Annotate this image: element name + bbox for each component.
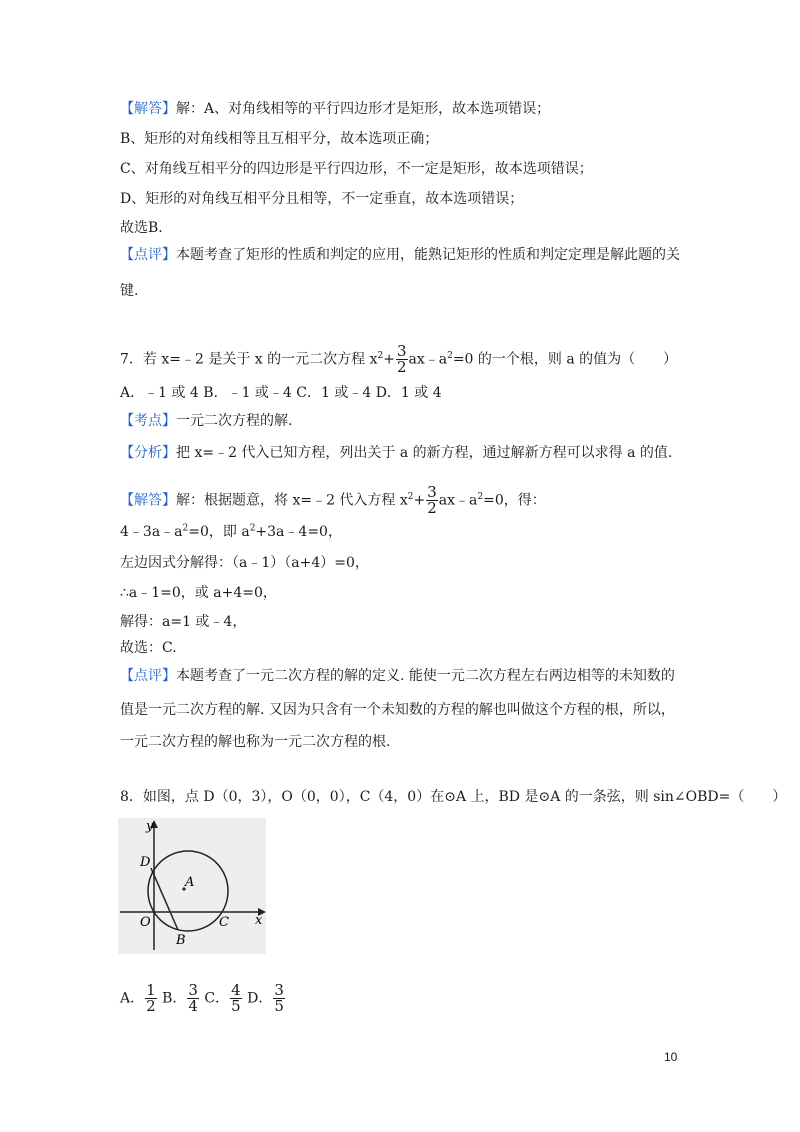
sol6-text: 解：A、对角线相等的平行四边形才是矩形，故本选项错误； <box>176 101 551 117</box>
option-d-label: D． <box>242 990 273 1007</box>
q7-point-text: 一元二次方程的解. <box>176 413 293 429</box>
sol6-comment-1 <box>120 245 680 265</box>
q7-exp: 2 <box>377 350 384 361</box>
q7-stem-c: =0 的一个根，则 a 的值为（ ） <box>452 351 678 368</box>
q7-answer-exp-a: 2 <box>477 491 484 502</box>
q7-answer-frac-den: 2 <box>427 499 437 517</box>
option-b-den: 4 <box>188 997 198 1015</box>
q7-step-1-exp2: 2 <box>249 523 256 534</box>
option-a-label: A． <box>120 990 145 1007</box>
q7-stem <box>120 344 677 375</box>
q7-answer-exp: 2 <box>407 491 414 502</box>
q7-step-1a: 4﹣3a﹣a <box>120 524 183 540</box>
comment-tag: 【点评】 <box>120 668 176 684</box>
label-D: D <box>140 855 151 870</box>
option-c-num: 4 <box>231 981 241 999</box>
q7-analysis-text: 把 x=﹣2 代入已知方程，列出关于 a 的新方程，通过解新方程可以求得 a 的值. <box>176 445 673 461</box>
sol6-line-2: B、矩形的对角线相等且互相平分，故本选项正确； <box>120 131 439 147</box>
analysis-tag: 【分析】 <box>120 445 176 461</box>
sol6-comment-text: 本题考查了矩形的性质和判定的应用，能熟记矩形的性质和判定定理是解此题的关 <box>176 247 680 263</box>
q7-analysis <box>120 443 672 463</box>
q7-comment-text: 本题考查了一元二次方程的解的定义. 能使一元二次方程左右两边相等的未知数的 <box>176 668 675 684</box>
sol6-line-3: C、对角线互相平分的四边形是平行四边形，不一定是矩形，故本选项错误； <box>120 161 593 177</box>
option-b-label: B． <box>157 990 187 1007</box>
q7-step-4: 解得：a=1 或﹣4， <box>120 614 247 630</box>
q7-fraction <box>396 344 408 375</box>
option-c-den: 5 <box>231 997 241 1015</box>
label-x: x <box>255 913 263 928</box>
q7-answer-frac-num: 3 <box>427 483 437 501</box>
q7-exp-a: 2 <box>447 350 453 361</box>
comment-tag: 【点评】 <box>120 247 176 263</box>
option-d-den: 5 <box>274 997 284 1015</box>
q7-step-2: 左边因式分解得：（a﹣1）（a+4）=0， <box>120 555 369 571</box>
option-c-fraction <box>230 983 242 1014</box>
q7-answer-c: =0，得： <box>483 492 546 509</box>
answer-tag: 【解答】 <box>120 101 176 117</box>
sol6-comment-2: 键. <box>120 283 139 299</box>
label-O: O <box>140 915 151 930</box>
q8-figure <box>118 818 266 954</box>
option-d-num: 3 <box>274 981 284 999</box>
label-B: B <box>176 933 186 948</box>
q7-frac-num: 3 <box>396 342 407 360</box>
q7-answer-b: ax﹣a <box>438 492 478 509</box>
q7-stem-b: ax﹣a <box>408 351 448 368</box>
q8-options <box>120 983 286 1014</box>
page-number: 10 <box>664 1050 678 1064</box>
label-C: C <box>219 915 229 930</box>
label-y: y <box>146 819 154 834</box>
sol6-line-5: 故选B. <box>120 220 163 236</box>
point-tag: 【考点】 <box>120 413 176 429</box>
q7-point <box>120 411 292 431</box>
answer-tag: 【解答】 <box>120 492 176 509</box>
option-b-fraction <box>187 983 199 1014</box>
sol6-line-4: D、矩形的对角线互相平分且相等，不一定垂直，故本选项错误； <box>120 191 524 207</box>
q7-step-1b: =0，即 a <box>188 524 250 540</box>
option-c-label: C． <box>199 990 230 1007</box>
q7-plus: + <box>383 351 395 368</box>
q7-options: A．﹣1 或 4 B．﹣1 或﹣4 C．1 或﹣4 D．1 或 4 <box>120 385 442 401</box>
q7-answer-plus: + <box>413 492 426 509</box>
q7-step-1c: +3a﹣4=0， <box>255 524 342 540</box>
q7-comment-1 <box>120 666 675 686</box>
option-a-num: 1 <box>146 981 156 999</box>
q8-stem: 8．如图，点 D（0，3），O（0，0），C（4，0）在⊙A 上，BD 是⊙A 的一条弦，则 sin∠OBD=（ ） <box>120 789 787 805</box>
q7-answer <box>120 485 546 516</box>
option-a-fraction <box>145 983 157 1014</box>
option-d-fraction <box>273 983 285 1014</box>
q7-step-3: ∴a﹣1=0，或 a+4=0， <box>120 585 277 601</box>
label-A: A <box>185 875 195 890</box>
q7-comment-2: 值是一元二次方程的解. 又因为只含有一个未知数的方程的解也叫做这个方程的根，所以， <box>120 702 675 718</box>
sol6-line-1 <box>120 99 550 119</box>
q7-frac-den: 2 <box>396 358 407 376</box>
option-a-den: 2 <box>146 997 156 1015</box>
q7-step-1-exp: 2 <box>182 523 189 534</box>
q7-stem-a: 7．若 x=﹣2 是关于 x 的一元二次方程 x <box>120 351 378 368</box>
q7-comment-3: 一元二次方程的解也称为一元二次方程的根. <box>120 734 391 750</box>
option-b-num: 3 <box>188 981 198 999</box>
q7-answer-a: 解：根据题意，将 x=﹣2 代入方程 x <box>176 492 408 509</box>
q7-answer-fraction <box>426 485 438 516</box>
q7-step-5: 故选：C. <box>120 640 177 656</box>
q7-step-1 <box>120 522 342 542</box>
